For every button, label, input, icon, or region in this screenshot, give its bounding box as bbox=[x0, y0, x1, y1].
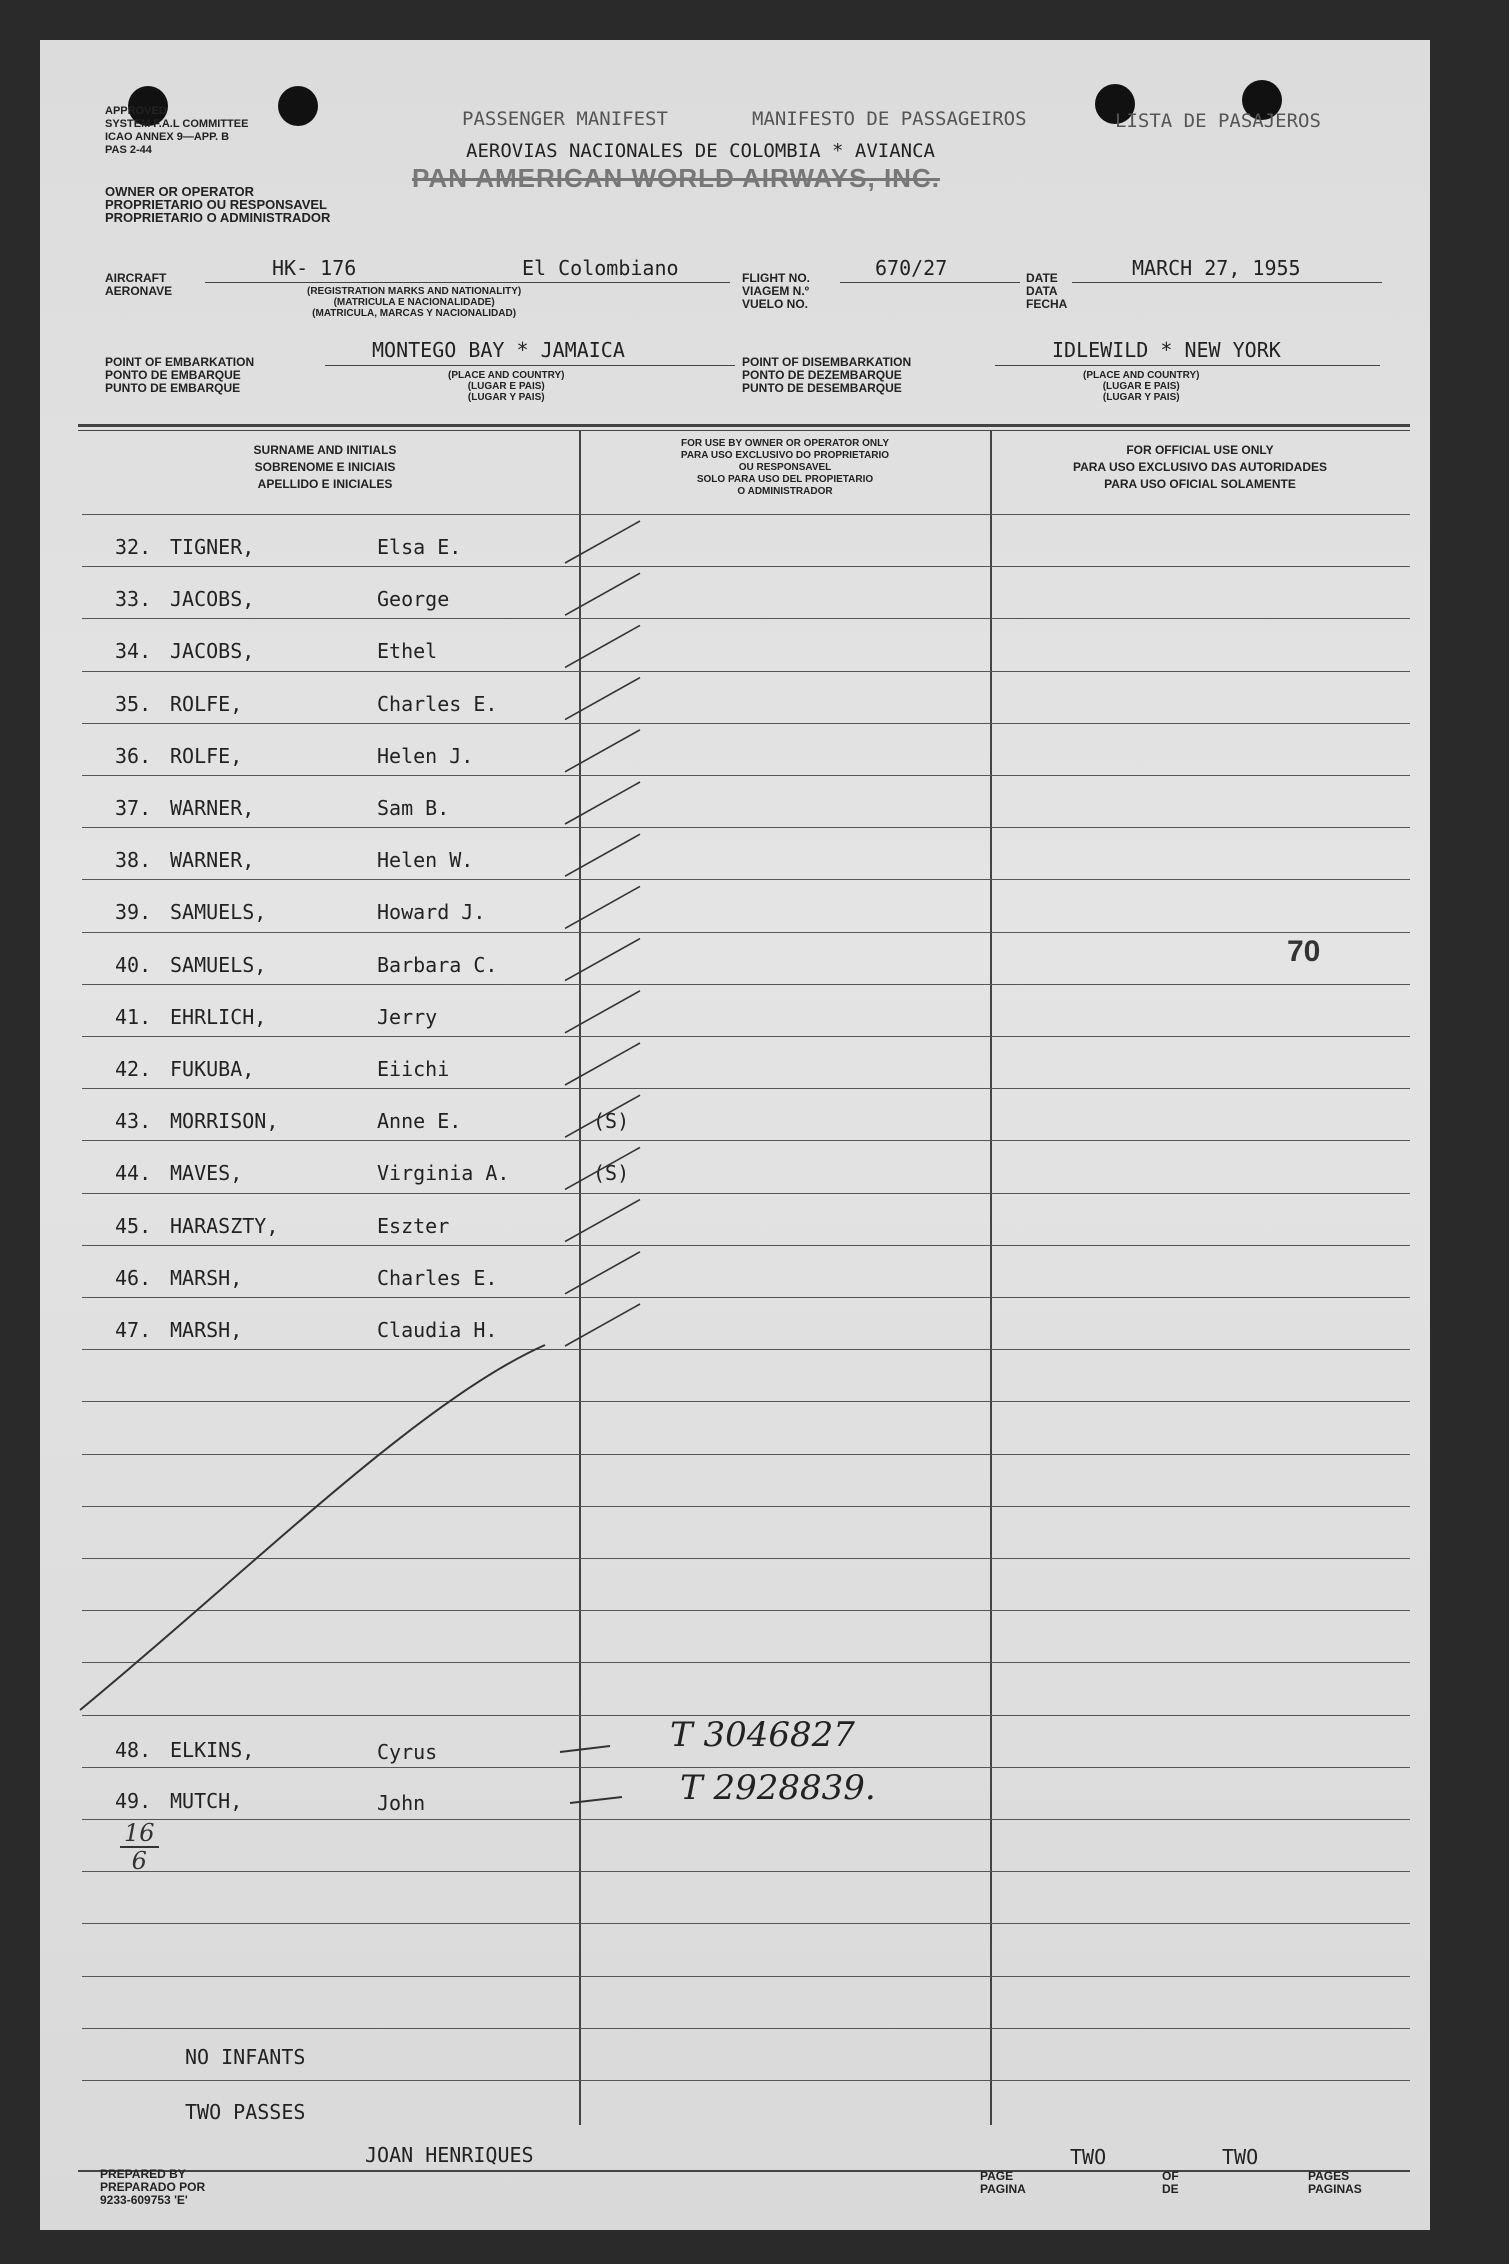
passenger-surname: TIGNER, bbox=[170, 535, 255, 559]
aircraft-registration: HK- 176 bbox=[272, 256, 357, 280]
check-mark bbox=[565, 1304, 640, 1346]
aircraft-label: AIRCRAFT AERONAVE bbox=[105, 271, 173, 298]
check-mark bbox=[565, 1147, 640, 1189]
page-total: TWO bbox=[1222, 2145, 1259, 2169]
late-passenger-49-given: John bbox=[377, 1791, 426, 1815]
check-mark bbox=[565, 678, 640, 720]
passenger-surname: SAMUELS, bbox=[170, 900, 267, 925]
late-passenger-48-surname: ELKINS, bbox=[170, 1738, 255, 1762]
passenger-number: 38. bbox=[115, 848, 152, 873]
passenger-given-name: Anne E. bbox=[377, 1109, 462, 1134]
page-number: TWO bbox=[1070, 2145, 1107, 2169]
check-mark bbox=[565, 1095, 640, 1137]
passenger-surname: MORRISON, bbox=[170, 1109, 279, 1134]
pages-label: PAGES PAGINAS bbox=[1308, 2169, 1362, 2196]
passenger-given-name: Sam B. bbox=[377, 796, 450, 820]
footer-rule bbox=[78, 2170, 1410, 2172]
passenger-mark: (S) bbox=[593, 1109, 630, 1134]
check-mark bbox=[565, 939, 640, 981]
approval-text: APPROVED SYSTEM F.A.L COMMITTEE ICAO ANNEX 9—APP. B PAS 2-44 bbox=[105, 105, 249, 156]
disembarkation-value: IDLEWILD * NEW YORK bbox=[1052, 338, 1281, 362]
struck-operator: PAN AMERICAN WORLD AIRWAYS, INC. bbox=[412, 163, 940, 193]
date-label: DATE DATA FECHA bbox=[1026, 271, 1068, 311]
late-passenger-48-ticket: T 3046827 bbox=[670, 1715, 855, 1755]
check-mark bbox=[565, 782, 640, 824]
passenger-given-name: Virginia A. bbox=[377, 1161, 510, 1186]
count-note: 16 6 bbox=[120, 1820, 159, 1874]
flight-date: MARCH 27, 1955 bbox=[1132, 256, 1301, 280]
passenger-given-name: Charles E. bbox=[377, 691, 498, 716]
check-mark bbox=[565, 521, 640, 563]
passenger-number: 47. bbox=[115, 1318, 152, 1342]
passenger-given-name: Eszter bbox=[377, 1213, 450, 1238]
page-label: PAGE PAGINA bbox=[980, 2169, 1026, 2196]
of-label: OF DE bbox=[1162, 2169, 1179, 2196]
aircraft-sublabel: (REGISTRATION MARKS AND NATIONALITY) (MATRICULA E NACIONALIDADE) (MATRICULA, MARCAS Y NACIONALIDAD) bbox=[307, 286, 522, 319]
passenger-mark: (S) bbox=[593, 1161, 630, 1186]
embarkation-label: POINT OF EMBARKATION PONTO DE EMBARQUE PUNTO DE EMBARQUE bbox=[105, 355, 255, 395]
passenger-surname: MAVES, bbox=[170, 1161, 243, 1186]
passenger-surname: JACOBS, bbox=[170, 639, 255, 664]
passenger-surname: ROLFE, bbox=[170, 691, 243, 716]
embarkation-sublabel: (PLACE AND COUNTRY) (LUGAR E PAIS) (LUGAR Y PAIS) bbox=[448, 370, 565, 403]
passenger-given-name: Helen J. bbox=[377, 743, 474, 768]
check-mark bbox=[565, 1043, 640, 1085]
note-no-infants: NO INFANTS bbox=[185, 2045, 306, 2069]
aircraft-name: El Colombiano bbox=[522, 256, 679, 280]
passenger-number: 45. bbox=[115, 1213, 152, 1238]
late-passenger-49-surname: MUTCH, bbox=[170, 1789, 243, 1813]
operator-name: AEROVIAS NACIONALES DE COLOMBIA * AVIANCA bbox=[466, 140, 935, 162]
check-mark bbox=[565, 991, 640, 1033]
official-note: 70 bbox=[1287, 935, 1321, 968]
passenger-surname: HARASZTY, bbox=[170, 1213, 279, 1238]
passenger-given-name: George bbox=[377, 587, 450, 612]
passenger-surname: MARSH, bbox=[170, 1265, 243, 1290]
passenger-given-name: Jerry bbox=[377, 1004, 438, 1029]
passenger-number: 43. bbox=[115, 1109, 152, 1134]
passenger-surname: FUKUBA, bbox=[170, 1057, 255, 1081]
passenger-number: 33. bbox=[115, 587, 152, 612]
passenger-surname: WARNER, bbox=[170, 848, 255, 873]
passenger-surname: ROLFE, bbox=[170, 743, 243, 768]
passenger-given-name: Ethel bbox=[377, 639, 438, 664]
passenger-surname: MARSH, bbox=[170, 1318, 243, 1342]
passenger-surname: WARNER, bbox=[170, 796, 255, 820]
passenger-surname: EHRLICH, bbox=[170, 1004, 267, 1029]
passenger-number: 36. bbox=[115, 743, 152, 768]
passenger-given-name: Eiichi bbox=[377, 1057, 450, 1081]
late-passenger-48-no: 48. bbox=[115, 1738, 152, 1762]
passenger-given-name: Elsa E. bbox=[377, 535, 462, 559]
cancel-diagonal bbox=[80, 1345, 545, 1710]
late-passenger-49-no: 49. bbox=[115, 1789, 152, 1813]
name-column-header: SURNAME AND INITIALS SOBRENOME E INICIAIS APELLIDO E INICIALES bbox=[253, 443, 397, 491]
owner-column-header: FOR USE BY OWNER OR OPERATOR ONLY PARA USO EXCLUSIVO DO PROPRIETARIO OU RESPONSAVEL SOLO PARA USO DEL PROPIETARIO O ADMINISTRADOR bbox=[680, 438, 890, 497]
passenger-given-name: Claudia H. bbox=[377, 1318, 498, 1342]
check-mark bbox=[565, 834, 640, 876]
passenger-given-name: Helen W. bbox=[377, 848, 474, 873]
embarkation-value: MONTEGO BAY * JAMAICA bbox=[372, 338, 625, 362]
passenger-number: 41. bbox=[115, 1004, 152, 1029]
passenger-given-name: Howard J. bbox=[377, 900, 486, 925]
passenger-given-name: Barbara C. bbox=[377, 952, 498, 977]
passenger-given-name: Charles E. bbox=[377, 1265, 498, 1290]
passenger-number: 37. bbox=[115, 796, 152, 820]
passenger-number: 32. bbox=[115, 535, 152, 559]
note-two-passes: TWO PASSES bbox=[185, 2100, 306, 2124]
prepared-by-value: JOAN HENRIQUES bbox=[365, 2143, 534, 2167]
title-es: LISTA DE PASAJEROS bbox=[1115, 110, 1321, 132]
passenger-number: 44. bbox=[115, 1161, 152, 1186]
owner-label: OWNER OR OPERATOR PROPRIETARIO OU RESPONSAVEL PROPRIETARIO O ADMINISTRADOR bbox=[105, 184, 331, 225]
disembarkation-sublabel: (PLACE AND COUNTRY) (LUGAR E PAIS) (LUGAR Y PAIS) bbox=[1083, 370, 1200, 403]
check-mark bbox=[565, 625, 640, 667]
official-column-header: FOR OFFICIAL USE ONLY PARA USO EXCLUSIVO DAS AUTORIDADES PARA USO OFICIAL SOLAMENTE bbox=[1072, 443, 1328, 491]
title-pt: MANIFESTO DE PASSAGEIROS bbox=[752, 108, 1027, 130]
late-passenger-48-given: Cyrus bbox=[377, 1740, 438, 1764]
check-mark bbox=[565, 886, 640, 928]
check-mark bbox=[565, 1200, 640, 1242]
passenger-number: 34. bbox=[115, 639, 152, 664]
passenger-number: 35. bbox=[115, 691, 152, 716]
passenger-number: 46. bbox=[115, 1265, 152, 1290]
flight-number: 670/27 bbox=[875, 256, 948, 280]
prepared-by-label: PREPARED BY PREPARADO POR 9233-609753 'E' bbox=[100, 2167, 206, 2207]
disembarkation-label: POINT OF DISEMBARKATION PONTO DE DEZEMBARQUE PUNTO DE DESEMBARQUE bbox=[742, 355, 912, 395]
title-en: PASSENGER MANIFEST bbox=[462, 108, 668, 130]
passenger-number: 39. bbox=[115, 900, 152, 925]
passenger-number: 42. bbox=[115, 1057, 152, 1081]
passenger-number: 40. bbox=[115, 952, 152, 977]
late-passenger-49-ticket: T 2928839. bbox=[680, 1768, 876, 1808]
check-mark bbox=[565, 730, 640, 772]
passenger-surname: SAMUELS, bbox=[170, 952, 267, 977]
check-mark bbox=[565, 1252, 640, 1294]
flight-label: FLIGHT NO. VIAGEM N.º VUELO NO. bbox=[742, 271, 810, 311]
passenger-surname: JACOBS, bbox=[170, 587, 255, 612]
check-mark bbox=[565, 573, 640, 615]
